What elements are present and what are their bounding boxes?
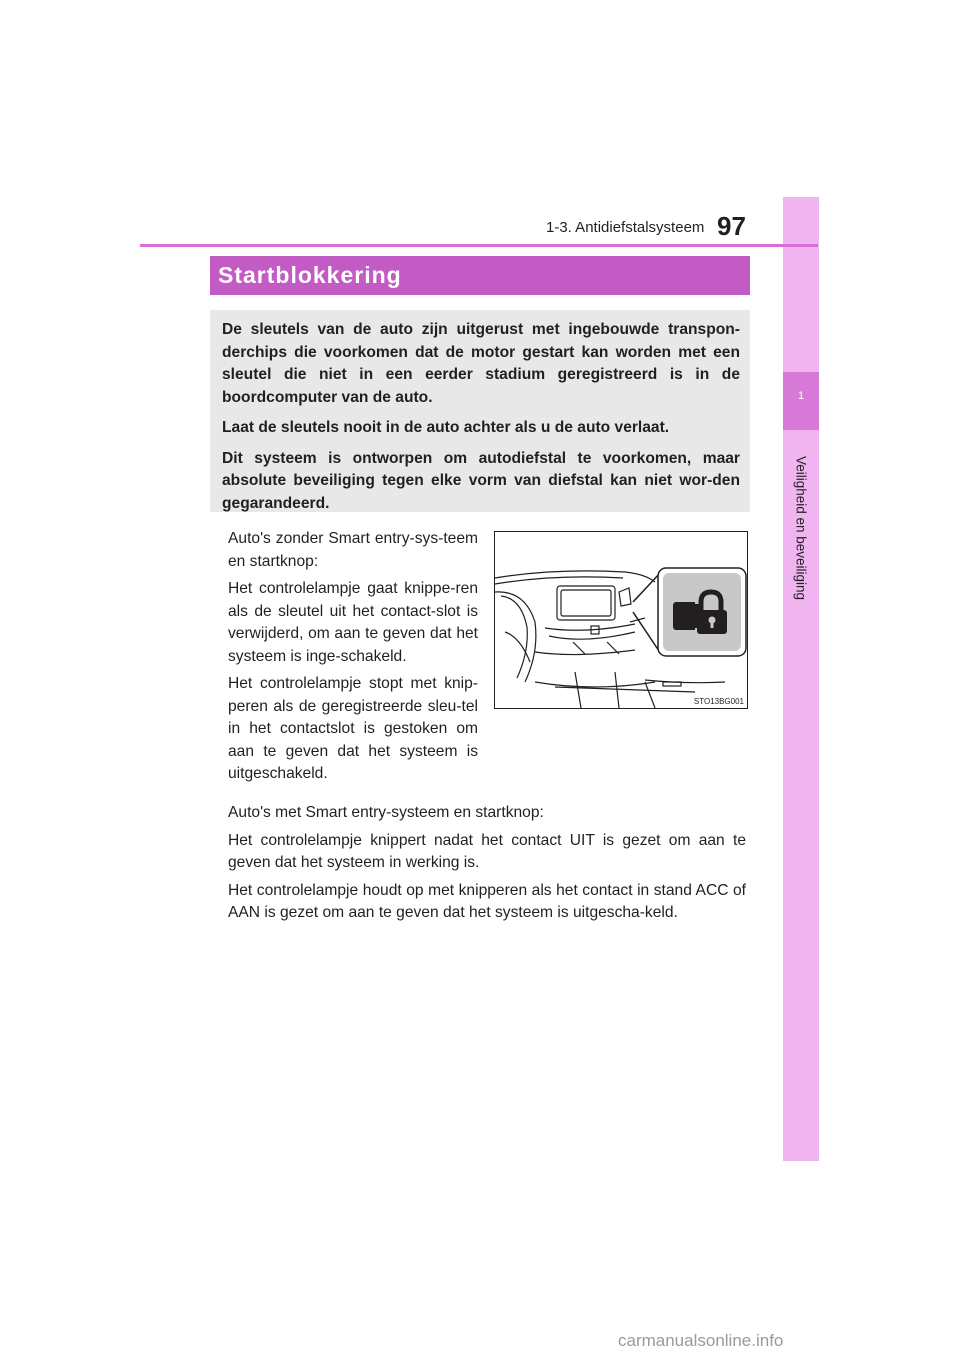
body-paragraph: Auto's zonder Smart entry-sys-teem en startknop: [228,530,478,570]
summary-paragraph: Dit systeem is ontworpen om autodiefstal te voorkomen, maar absolute beveiliging tegen elke vorm van diefstal kan niet wor-den gegarandeerd. [222,449,740,512]
body-full-text [228,802,746,930]
body-paragraph: Het controlelampje knippert nadat het contact UIT is gezet om aan te geven dat het systeem in werking is. [228,831,746,871]
summary-box [210,310,750,512]
body-paragraph: Het controlelampje gaat knippe-ren als de sleutel uit het contact-slot is verwijderd, om aan te geven dat het systeem is inge-schakeld. [228,580,478,665]
header-rule [140,244,818,247]
body-paragraph: Het controlelampje stopt met knip-peren als de geregistreerde sleu-tel in het contactslot is gestoken om aan te geven dat het systeem is uitgeschakeld. [228,675,478,782]
chapter-number: 1 [797,390,805,402]
page-number: 97 [717,211,746,241]
dashboard-illustration [494,531,748,709]
body-paragraph: Het controlelampje houdt op met knipperen als het contact in stand ACC of AAN is gezet om aan te geven dat het systeem is uitgescha-keld. [228,881,746,921]
watermark: carmanualsonline.info [618,1331,784,1350]
dashboard-drawing [495,532,747,708]
figure-code: STO13BG001 [693,697,744,706]
running-header: 1-3. Antidiefstalsysteem [546,219,705,236]
side-tab-background [783,197,819,1161]
body-column-text [228,528,478,791]
body-paragraph: Auto's met Smart entry-systeem en startknop: [228,804,544,821]
summary-paragraph: De sleutels van de auto zijn uitgerust met ingebouwde transpon-derchips die voorkomen dat de motor gestart kan worden met een sleutel die niet in een eerder stadium geregistreerd is in de boordcomputer van de auto. [222,321,740,406]
summary-paragraph: Laat de sleutels nooit in de auto achter als u de auto verlaat. [222,419,670,436]
chapter-title: Veiligheid en beveiliging [793,455,809,601]
section-title: Startblokkering [210,256,750,295]
